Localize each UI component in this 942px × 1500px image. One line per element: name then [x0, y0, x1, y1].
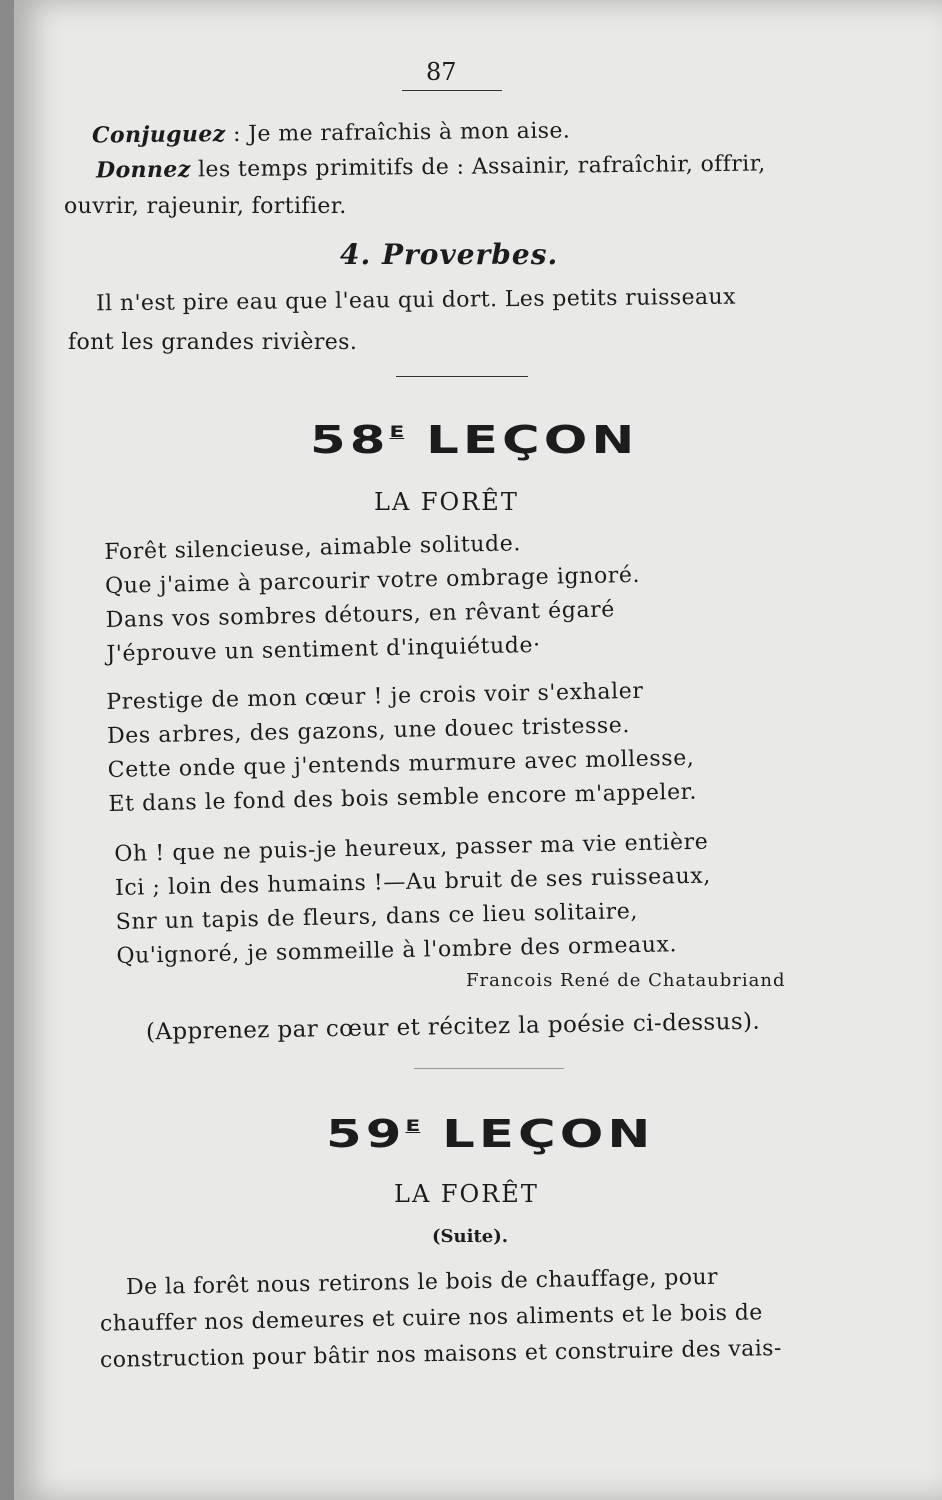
poem-stanza-1	[104, 525, 642, 672]
poem-author: Francois René de Chataubriand	[466, 970, 786, 991]
poem-stanza-3	[114, 826, 713, 974]
lesson-59-para-line: De la forêt nous retirons le bois de chauffage, pour	[125, 1264, 719, 1301]
page-number: 87	[426, 58, 457, 86]
poem-line: Que j'aime à parcourir votre ombrage ignoré.	[104, 562, 641, 599]
poem-line: Oh ! que ne puis-je heureux, passer ma vie entière	[114, 829, 709, 867]
lesson-58-suffix: E	[389, 422, 405, 441]
poem-line: Snr un tapis de fleurs, dans ce lieu solitaire,	[115, 899, 639, 935]
donnez-label: Donnez	[95, 156, 191, 184]
lesson-58-title: LA FORÊT	[374, 488, 519, 516]
book-page	[14, 0, 942, 1500]
lesson-59-suffix: E	[405, 1116, 421, 1135]
poem-line: Et dans le fond des bois semble encore m'appeler.	[108, 779, 698, 817]
lesson-59-para-line: chauffer nos demeures et cuire nos aliments et le bois de	[99, 1300, 763, 1337]
lesson-59-number: 59	[326, 1112, 406, 1156]
exercise-line-1	[92, 117, 570, 148]
exercise-line-2	[96, 150, 766, 183]
donnez-text: les temps primitifs de : Assainir, rafraîchir, offrir,	[190, 151, 766, 183]
poem-line: Ici ; loin des humains !—Au bruit de ses ruisseaux,	[114, 863, 712, 901]
faint-rule	[414, 1068, 564, 1069]
poem-line: Prestige de mon cœur ! je crois voir s'exhaler	[106, 678, 644, 715]
lesson-59-para-line: construction pour bâtir nos maisons et construire des vais-	[99, 1336, 782, 1373]
poem-line: Forêt silencieuse, aimable solitude.	[104, 531, 522, 565]
poem-line: Dans vos sombres détours, en rêvant égaré	[105, 597, 616, 633]
proverbs-line-2: font les grandes rivières.	[68, 330, 358, 355]
poem-line: J'éprouve un sentiment d'inquiétude·	[106, 632, 541, 667]
poem-line: Cette onde que j'entends murmure avec mollesse,	[107, 745, 695, 783]
section-rule	[396, 376, 528, 377]
poem-line: Des arbres, des gazons, une douec tristesse.	[106, 713, 631, 749]
conjuguez-text: : Je me rafraîchis à mon aise.	[225, 118, 571, 148]
lesson-59-word: LEÇON	[442, 1112, 655, 1156]
lesson-58-word: LEÇON	[426, 418, 639, 462]
exercise-line-3: ouvrir, rajeunir, fortifier.	[64, 194, 347, 219]
lesson-59-title: LA FORÊT	[394, 1180, 539, 1208]
poem-stanza-2	[106, 674, 697, 822]
lesson-58-heading	[310, 418, 638, 462]
lesson-59-subtitle: (Suite).	[432, 1226, 508, 1247]
top-rule	[402, 90, 502, 91]
conjuguez-label: Conjuguez	[91, 121, 226, 149]
proverbs-heading: 4. Proverbes.	[340, 238, 559, 271]
lesson-59-heading	[326, 1112, 654, 1156]
poem-instruction: (Apprenez par cœur et récitez la poésie ci-dessus).	[145, 1008, 761, 1046]
poem-line: Qu'ignoré, je sommeille à l'ombre des ormeaux.	[116, 932, 678, 969]
lesson-58-number: 58	[310, 418, 390, 462]
proverbs-line-1: Il n'est pire eau que l'eau qui dort. Les petits ruisseaux	[95, 284, 736, 317]
